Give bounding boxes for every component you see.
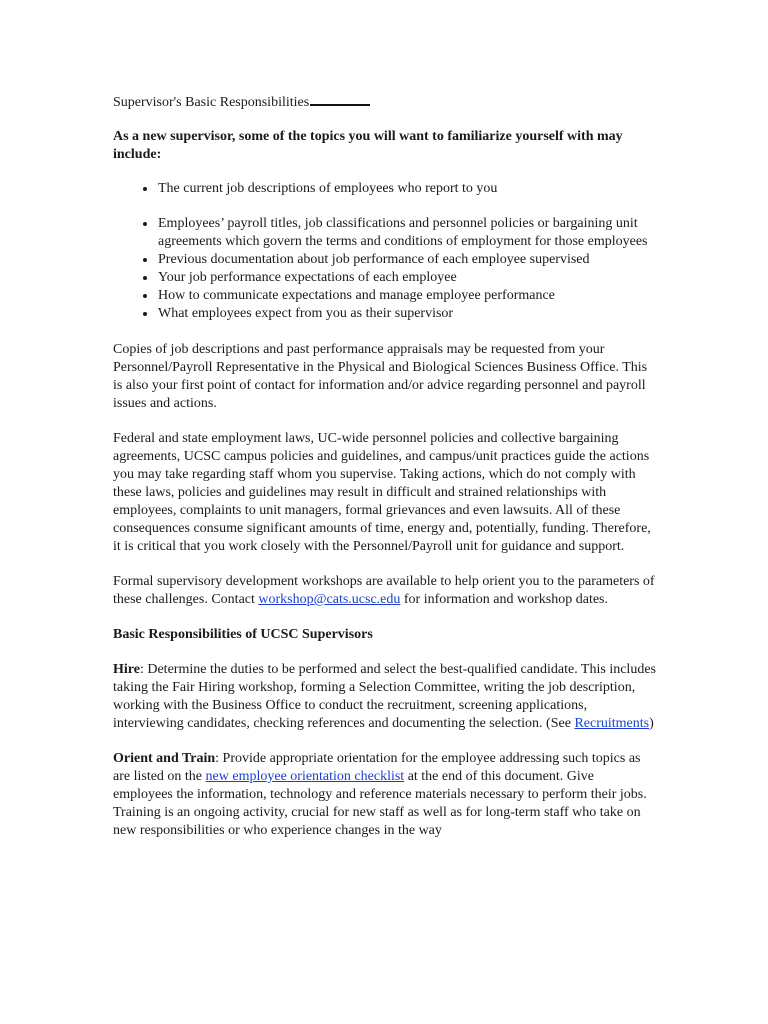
- orient-train-text-rest: at the end of this document. Give employees the information, technology and reference materials necessary to perform their jobs. Training is an ongoing activity, crucial for new staff as well as for long-term staff who take on new responsibilities or who experience changes in the way: [113, 769, 647, 838]
- workshops-paragraph: [113, 573, 656, 609]
- section-heading: Basic Responsibilities of UCSC Supervisors: [113, 627, 373, 642]
- workshop-email-link[interactable]: workshop@cats.ucsc.edu: [258, 592, 401, 607]
- hire-paragraph: [113, 661, 656, 733]
- hire-term: Hire: [113, 662, 140, 677]
- orient-train-text: : Provide appropriate orientation for the employee addressing such topics as are listed on the: [113, 751, 641, 784]
- document-title: [113, 94, 656, 112]
- list-item: • Your job performance expectations of each employee: [157, 269, 656, 287]
- intro-paragraph: As a new supervisor, some of the topics you will want to familiarize yourself with may include:: [113, 129, 623, 162]
- list-item: • The current job descriptions of employees who report to you: [157, 180, 656, 198]
- document-title-text: Supervisor's Basic Responsibilities: [113, 95, 310, 110]
- orient-train-term: Orient and Train: [113, 751, 216, 766]
- list-item: • Previous documentation about job performance of each employee supervised: [157, 251, 656, 269]
- list-item: • Employees’ payroll titles, job classifications and personnel policies or bargaining unit agreements which govern the terms and conditions of employment for those employees: [157, 215, 656, 251]
- employment-laws-paragraph: Federal and state employment laws, UC-wide personnel policies and collective bargaining agreements, UCSC campus policies and guidelines, and campus/unit practices guide the actions you may take regarding staff whom you supervise. Taking actions, which do not comply with these laws, policies and guidelines may result in difficult and strained relationships with employees, complaints to unit managers, formal grievances and even lawsuits. All of these consequences consume significant amounts of time, energy and, potentially, funding. Therefore, it is critical that you work closely with the Personnel/Payroll unit for guidance and support.: [113, 431, 651, 554]
- orient-train-paragraph: [113, 750, 656, 840]
- workshops-text-before: Formal supervisory development workshops are available to help orient you to the parameters of these challenges. Contact: [113, 574, 655, 607]
- title-underline-rule: [310, 102, 370, 106]
- hire-text-end: ): [649, 716, 654, 731]
- workshops-text-after: for information and workshop dates.: [400, 592, 608, 607]
- hire-text: : Determine the duties to be performed and select the best-qualified candidate. This includes taking the Fair Hiring workshop, forming a Selection Committee, writing the job description, working with the Business Office to conduct the recruitment, screening applications, interviewing candidates, checking references and documenting the selection. (See: [113, 662, 656, 731]
- list-item: • How to communicate expectations and manage employee performance: [157, 287, 656, 305]
- recruitments-link[interactable]: Recruitments: [574, 716, 650, 731]
- list-item: • What employees expect from you as their supervisor: [157, 305, 656, 323]
- topics-list: [113, 180, 656, 323]
- copies-paragraph: Copies of job descriptions and past performance appraisals may be requested from your Personnel/Payroll Representative in the Physical and Biological Sciences Business Office. This is also your first point of contact for information and/or advice regarding personnel and payroll issues and actions.: [113, 342, 648, 411]
- orientation-checklist-link[interactable]: new employee orientation checklist: [205, 769, 405, 784]
